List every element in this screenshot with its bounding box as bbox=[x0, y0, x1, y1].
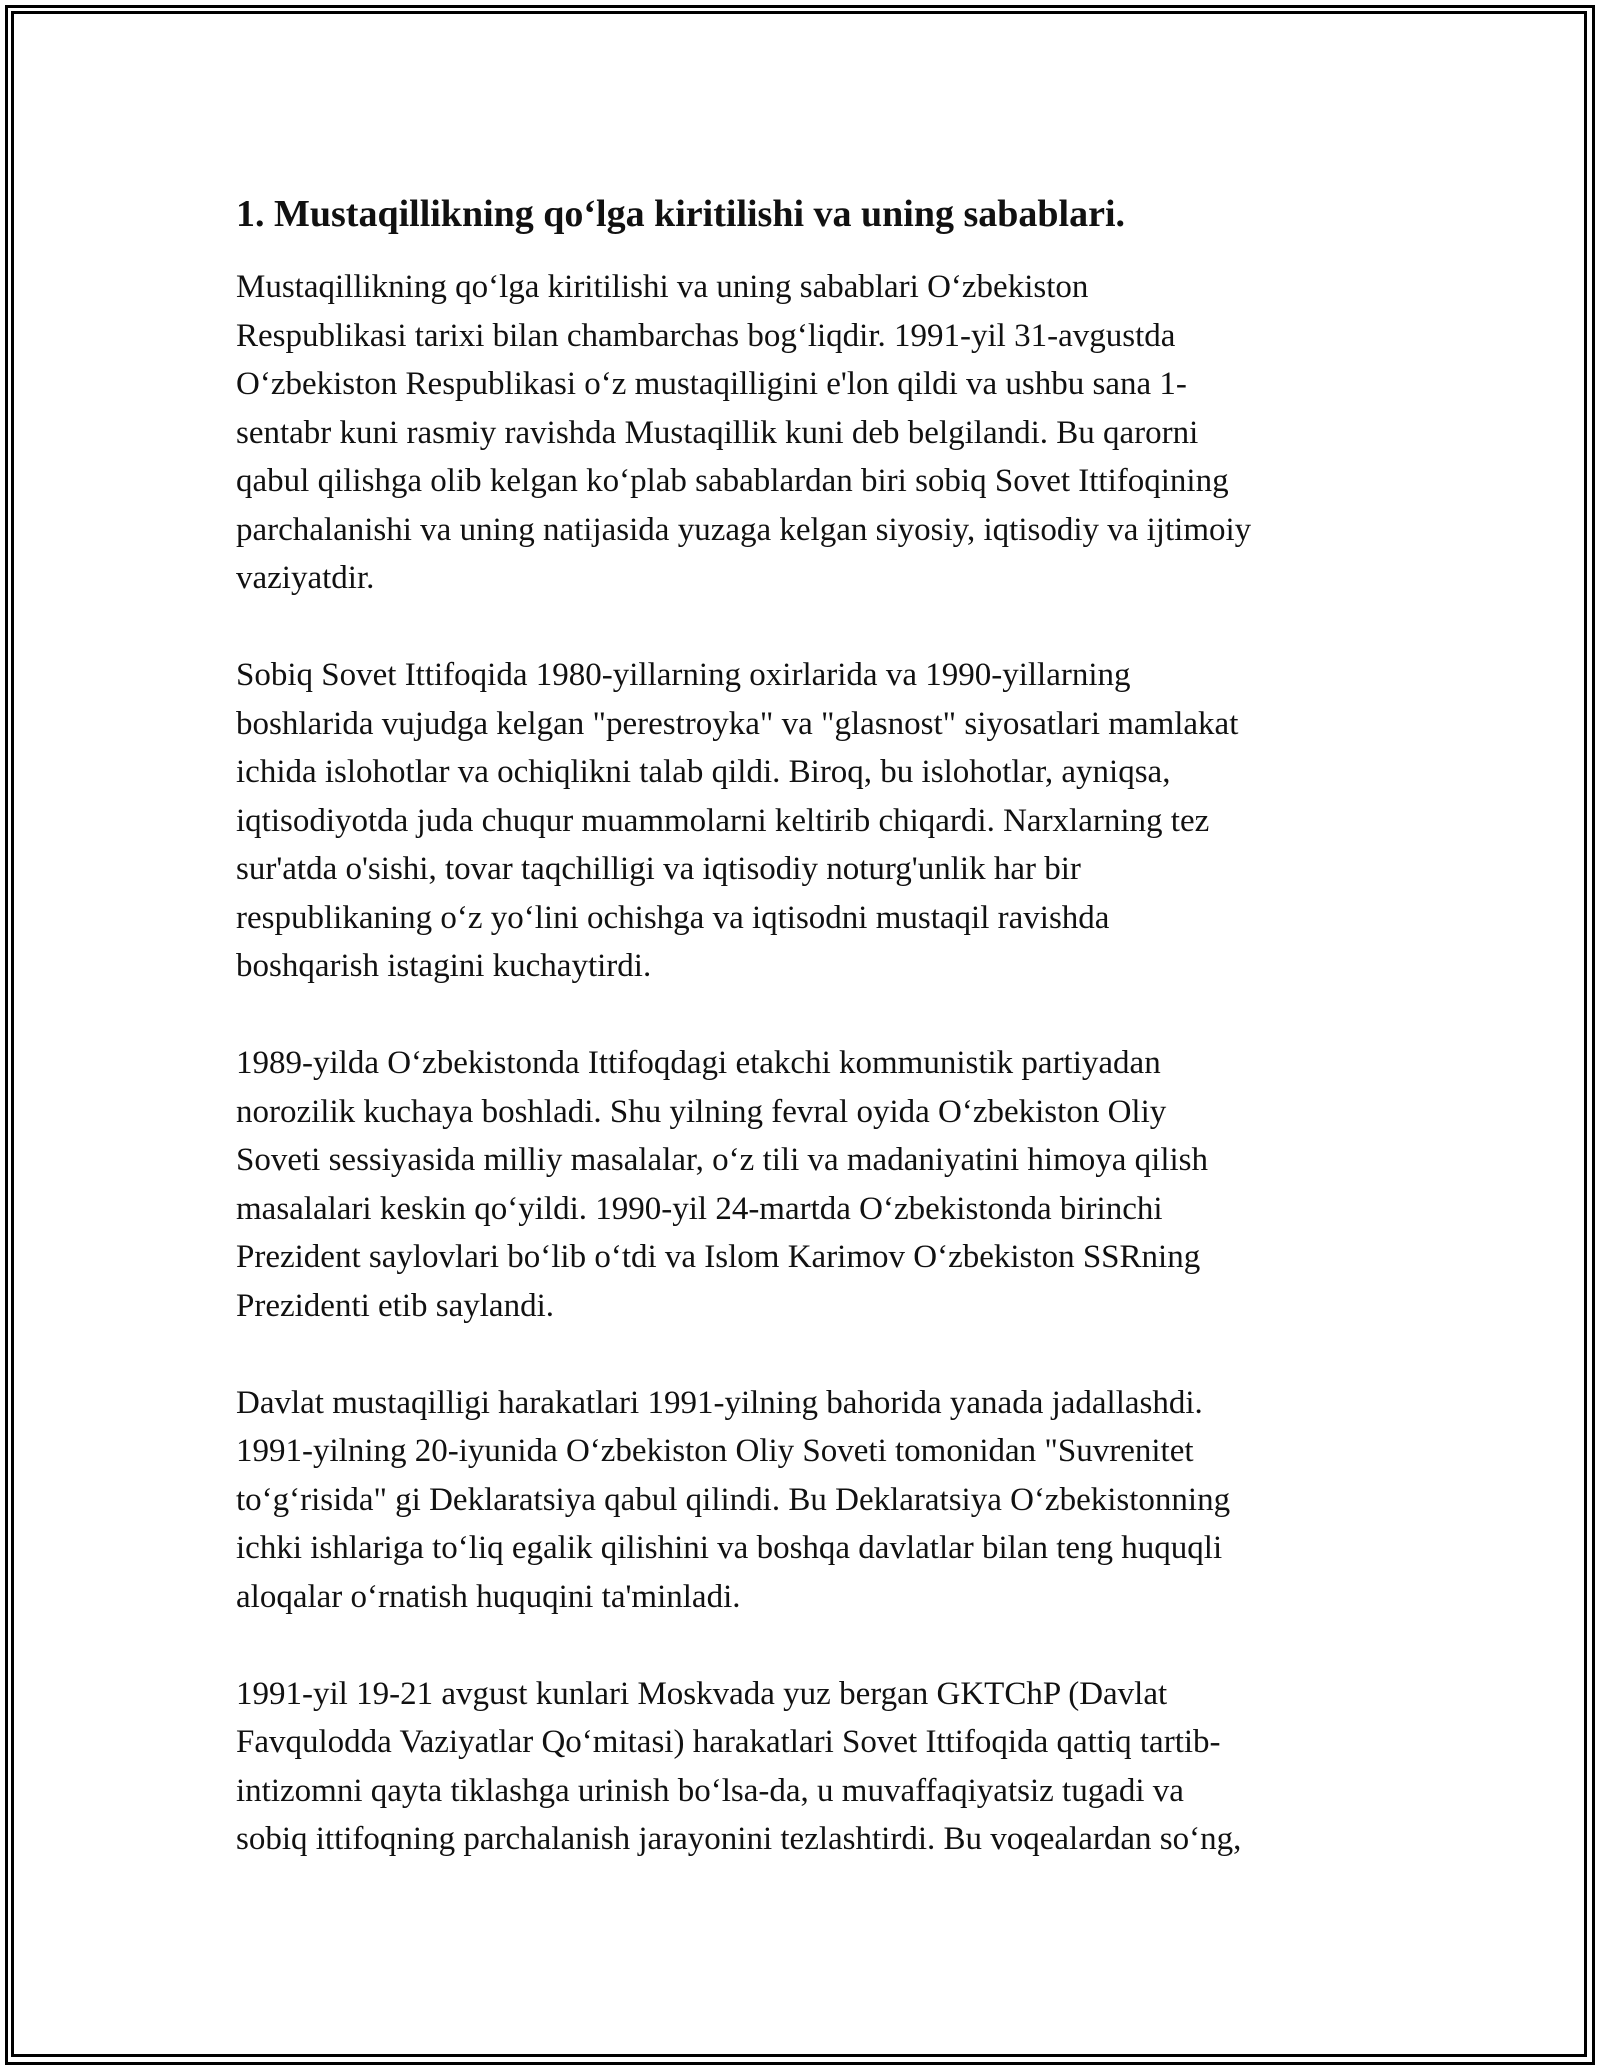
text-line: 1991-yilning 20-iyunida O‘zbekiston Oliy Soveti tomonidan "Suvrenitet bbox=[236, 1433, 1194, 1469]
text-line: aloqalar o‘rnatish huquqini ta'minladi. bbox=[236, 1578, 741, 1615]
text-line: sentabr kuni rasmiy ravishda Mustaqillik kuni deb belgilandi. Bu qarorni bbox=[236, 414, 1199, 451]
text-line: Prezidenti etib saylandi. bbox=[236, 1287, 554, 1324]
paragraph bbox=[236, 1039, 1376, 1330]
paragraph bbox=[236, 1670, 1376, 1864]
paragraph bbox=[236, 1379, 1376, 1622]
text-line: intizomni qayta tiklashga urinish bo‘lsa-da, u muvaffaqiyatsiz tugadi va bbox=[236, 1772, 1184, 1809]
paragraph bbox=[236, 651, 1376, 991]
document-body bbox=[236, 188, 1376, 1864]
text-line: iqtisodiyotda juda chuqur muammolarni keltirib chiqardi. Narxlarning tez bbox=[236, 802, 1210, 839]
text-line: 1991-yil 19-21 avgust kunlari Moskvada yuz bergan GKTChP (Davlat bbox=[236, 1675, 1168, 1712]
text-line: Soveti sessiyasida milliy masalalar, o‘z tili va madaniyatini himoya qilish bbox=[236, 1142, 1209, 1178]
text-line: parchalanishi va uning natijasida yuzaga kelgan siyosiy, iqtisodiy va ijtimoiy bbox=[236, 511, 1252, 548]
text-line: Mustaqillikning qo‘lga kiritilishi va uning sabablari O‘zbekiston bbox=[236, 269, 1089, 305]
text-line: Prezident saylovlari bo‘lib o‘tdi va Islom Karimov O‘zbekiston SSRning bbox=[236, 1239, 1201, 1275]
text-line: 1989-yilda O‘zbekistonda Ittifoqdagi etakchi kommunistik partiyadan bbox=[236, 1045, 1161, 1081]
text-line: Davlat mustaqilligi harakatlari 1991-yilning bahorida yanada jadallashdi. bbox=[236, 1384, 1203, 1421]
text-line: masalalari keskin qo‘yildi. 1990-yil 24-martda O‘zbekistonda birinchi bbox=[236, 1190, 1163, 1227]
text-line: boshlarida vujudga kelgan "perestroyka" va "glasnost" siyosatlari mamlakat bbox=[236, 705, 1239, 742]
text-line: sur'atda o'sishi, tovar taqchilligi va iqtisodiy noturg'unlik har bir bbox=[236, 851, 1081, 887]
text-line: sobiq ittifoqning parchalanish jarayonini tezlashtirdi. Bu voqealardan so‘ng, bbox=[236, 1821, 1242, 1857]
text-line: Respublikasi tarixi bilan chambarchas bog‘liqdir. 1991-yil 31-avgustda bbox=[236, 317, 1176, 354]
text-line: qabul qilishga olib kelgan ko‘plab sabablardan biri sobiq Sovet Ittifoqining bbox=[236, 463, 1229, 499]
paragraph bbox=[236, 263, 1376, 603]
section-title: 1. Mustaqillikning qo‘lga kiritilishi va uning sabablari. bbox=[236, 193, 1126, 235]
text-line: ichida islohotlar va ochiqlikni talab qildi. Biroq, bu islohotlar, ayniqsa, bbox=[236, 754, 1171, 790]
text-line: norozilik kuchaya boshladi. Shu yilning fevral oyida O‘zbekiston Oliy bbox=[236, 1093, 1167, 1130]
text-line: to‘g‘risida" gi Deklaratsiya qabul qilindi. Bu Deklaratsiya O‘zbekistonning bbox=[236, 1481, 1231, 1518]
text-line: O‘zbekiston Respublikasi o‘z mustaqilligini e'lon qildi va ushbu sana 1- bbox=[236, 366, 1187, 402]
text-line: Sobiq Sovet Ittifoqida 1980-yillarning oxirlarida va 1990-yillarning bbox=[236, 657, 1131, 693]
text-line: respublikaning o‘z yo‘lini ochishga va iqtisodni mustaqil ravishda bbox=[236, 899, 1110, 936]
text-line: boshqarish istagini kuchaytirdi. bbox=[236, 948, 652, 984]
text-line: ichki ishlariga to‘liq egalik qilishini va boshqa davlatlar bilan teng huquqli bbox=[236, 1530, 1223, 1566]
text-line: vaziyatdir. bbox=[236, 560, 375, 596]
text-line: Favqulodda Vaziyatlar Qo‘mitasi) harakatlari Sovet Ittifoqida qattiq tartib- bbox=[236, 1724, 1221, 1760]
